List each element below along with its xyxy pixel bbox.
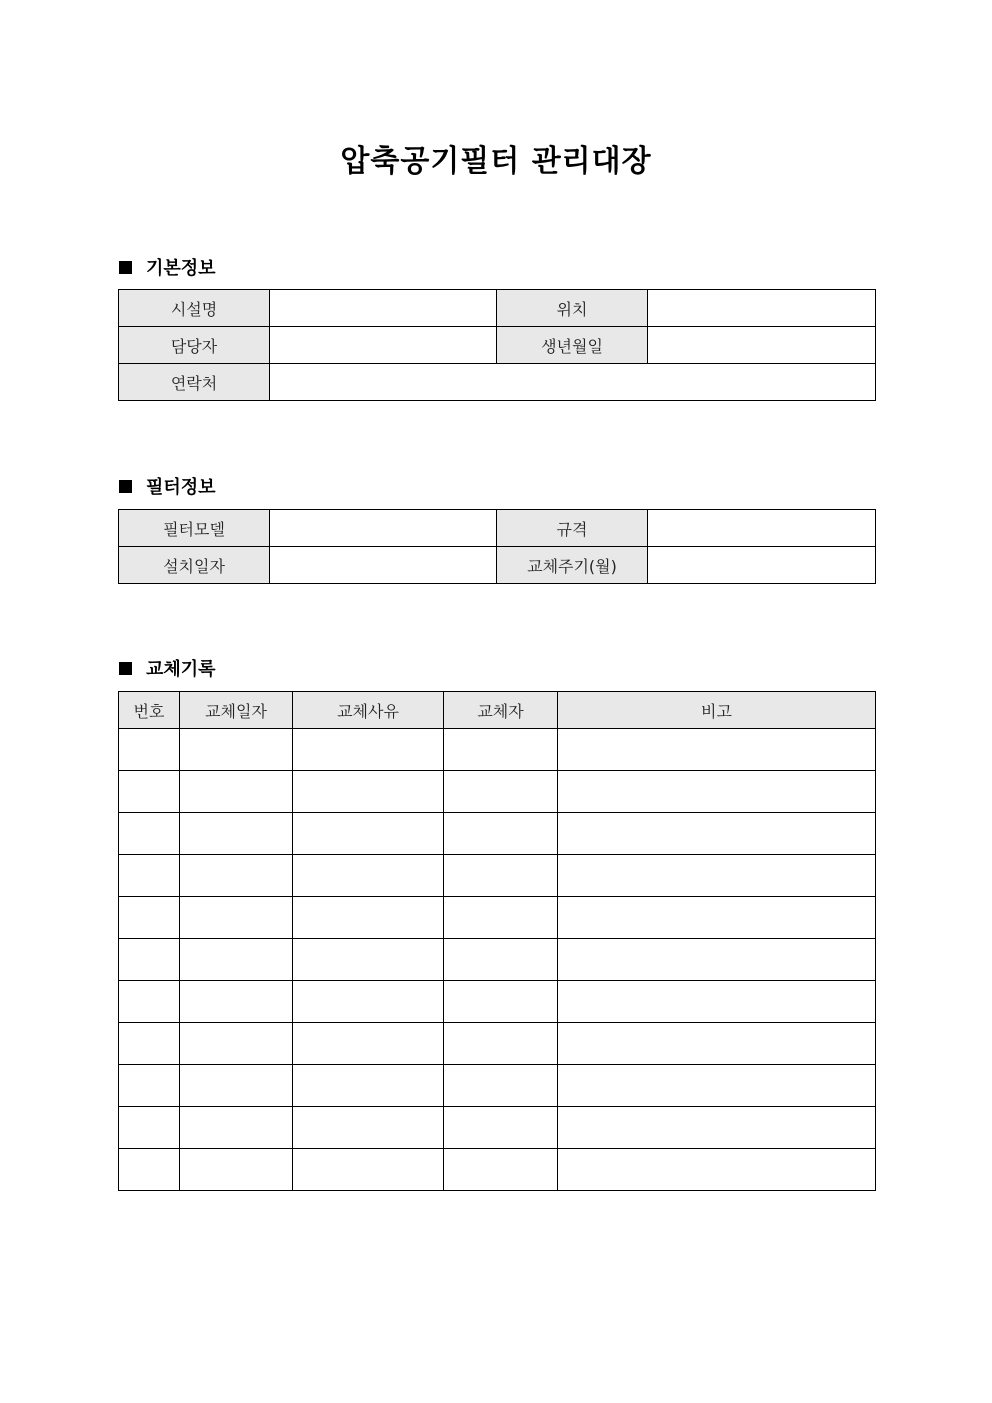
replace-cycle-field[interactable] bbox=[648, 547, 876, 584]
remarks-cell[interactable] bbox=[558, 1107, 876, 1149]
table-row bbox=[119, 771, 876, 813]
table-row bbox=[119, 1065, 876, 1107]
table-row bbox=[119, 813, 876, 855]
label-spec: 규격 bbox=[497, 510, 648, 547]
table-row bbox=[119, 290, 876, 327]
filter-info-table bbox=[118, 509, 876, 584]
replacer-cell[interactable] bbox=[444, 813, 558, 855]
remarks-cell[interactable] bbox=[558, 855, 876, 897]
column-header-remarks: 비고 bbox=[558, 692, 876, 729]
column-header-reason: 교체사유 bbox=[293, 692, 444, 729]
table-row bbox=[119, 939, 876, 981]
number-cell[interactable] bbox=[119, 1023, 180, 1065]
number-cell[interactable] bbox=[119, 1107, 180, 1149]
square-bullet-icon bbox=[119, 662, 132, 675]
reason-cell[interactable] bbox=[293, 939, 444, 981]
label-manager: 담당자 bbox=[119, 327, 270, 364]
replacer-cell[interactable] bbox=[444, 1023, 558, 1065]
section-heading-basic-info bbox=[119, 254, 216, 280]
number-cell[interactable] bbox=[119, 771, 180, 813]
contact-field[interactable] bbox=[270, 364, 876, 401]
table-row bbox=[119, 729, 876, 771]
date-cell[interactable] bbox=[180, 1065, 293, 1107]
table-row bbox=[119, 1149, 876, 1191]
table-row bbox=[119, 1023, 876, 1065]
remarks-cell[interactable] bbox=[558, 1149, 876, 1191]
filter-model-field[interactable] bbox=[270, 510, 497, 547]
section-title: 기본정보 bbox=[146, 258, 216, 279]
date-cell[interactable] bbox=[180, 897, 293, 939]
remarks-cell[interactable] bbox=[558, 939, 876, 981]
reason-cell[interactable] bbox=[293, 1065, 444, 1107]
replacer-cell[interactable] bbox=[444, 771, 558, 813]
label-facility-name: 시설명 bbox=[119, 290, 270, 327]
reason-cell[interactable] bbox=[293, 897, 444, 939]
table-row bbox=[119, 510, 876, 547]
date-cell[interactable] bbox=[180, 729, 293, 771]
label-contact: 연락처 bbox=[119, 364, 270, 401]
reason-cell[interactable] bbox=[293, 981, 444, 1023]
location-field[interactable] bbox=[648, 290, 876, 327]
label-filter-model: 필터모델 bbox=[119, 510, 270, 547]
number-cell[interactable] bbox=[119, 729, 180, 771]
remarks-cell[interactable] bbox=[558, 981, 876, 1023]
section-heading-filter-info bbox=[119, 473, 216, 499]
number-cell[interactable] bbox=[119, 1065, 180, 1107]
basic-info-table bbox=[118, 289, 876, 401]
table-row bbox=[119, 1107, 876, 1149]
reason-cell[interactable] bbox=[293, 1107, 444, 1149]
date-cell[interactable] bbox=[180, 981, 293, 1023]
column-header-replacer: 교체자 bbox=[444, 692, 558, 729]
number-cell[interactable] bbox=[119, 939, 180, 981]
number-cell[interactable] bbox=[119, 897, 180, 939]
install-date-field[interactable] bbox=[270, 547, 497, 584]
facility-name-field[interactable] bbox=[270, 290, 497, 327]
date-cell[interactable] bbox=[180, 813, 293, 855]
replacer-cell[interactable] bbox=[444, 729, 558, 771]
replacer-cell[interactable] bbox=[444, 897, 558, 939]
remarks-cell[interactable] bbox=[558, 771, 876, 813]
column-header-date: 교체일자 bbox=[180, 692, 293, 729]
table-row bbox=[119, 855, 876, 897]
label-replace-cycle: 교체주기(월) bbox=[497, 547, 648, 584]
replacer-cell[interactable] bbox=[444, 981, 558, 1023]
date-cell[interactable] bbox=[180, 855, 293, 897]
number-cell[interactable] bbox=[119, 1149, 180, 1191]
reason-cell[interactable] bbox=[293, 1149, 444, 1191]
square-bullet-icon bbox=[119, 261, 132, 274]
replacer-cell[interactable] bbox=[444, 1149, 558, 1191]
date-cell[interactable] bbox=[180, 771, 293, 813]
replacer-cell[interactable] bbox=[444, 855, 558, 897]
spec-field[interactable] bbox=[648, 510, 876, 547]
label-install-date: 설치일자 bbox=[119, 547, 270, 584]
label-birth-date: 생년월일 bbox=[497, 327, 648, 364]
section-title: 교체기록 bbox=[146, 659, 216, 680]
replacer-cell[interactable] bbox=[444, 1065, 558, 1107]
birth-date-field[interactable] bbox=[648, 327, 876, 364]
reason-cell[interactable] bbox=[293, 771, 444, 813]
manager-field[interactable] bbox=[270, 327, 497, 364]
table-header-row bbox=[119, 692, 876, 729]
replacement-log-table bbox=[118, 691, 876, 1191]
table-row bbox=[119, 364, 876, 401]
table-row bbox=[119, 897, 876, 939]
square-bullet-icon bbox=[119, 480, 132, 493]
remarks-cell[interactable] bbox=[558, 1023, 876, 1065]
reason-cell[interactable] bbox=[293, 729, 444, 771]
label-location: 위치 bbox=[497, 290, 648, 327]
table-row bbox=[119, 981, 876, 1023]
replacer-cell[interactable] bbox=[444, 1107, 558, 1149]
date-cell[interactable] bbox=[180, 1149, 293, 1191]
document-title: 압축공기필터 관리대장 bbox=[340, 144, 652, 179]
date-cell[interactable] bbox=[180, 939, 293, 981]
section-heading-replacement-log bbox=[119, 655, 216, 681]
section-title: 필터정보 bbox=[146, 477, 216, 498]
date-cell[interactable] bbox=[180, 1023, 293, 1065]
remarks-cell[interactable] bbox=[558, 729, 876, 771]
date-cell[interactable] bbox=[180, 1107, 293, 1149]
reason-cell[interactable] bbox=[293, 813, 444, 855]
remarks-cell[interactable] bbox=[558, 897, 876, 939]
number-cell[interactable] bbox=[119, 981, 180, 1023]
number-cell[interactable] bbox=[119, 855, 180, 897]
reason-cell[interactable] bbox=[293, 1023, 444, 1065]
reason-cell[interactable] bbox=[293, 855, 444, 897]
remarks-cell[interactable] bbox=[558, 813, 876, 855]
replacer-cell[interactable] bbox=[444, 939, 558, 981]
table-row bbox=[119, 547, 876, 584]
number-cell[interactable] bbox=[119, 813, 180, 855]
column-header-number: 번호 bbox=[119, 692, 180, 729]
remarks-cell[interactable] bbox=[558, 1065, 876, 1107]
table-row bbox=[119, 327, 876, 364]
